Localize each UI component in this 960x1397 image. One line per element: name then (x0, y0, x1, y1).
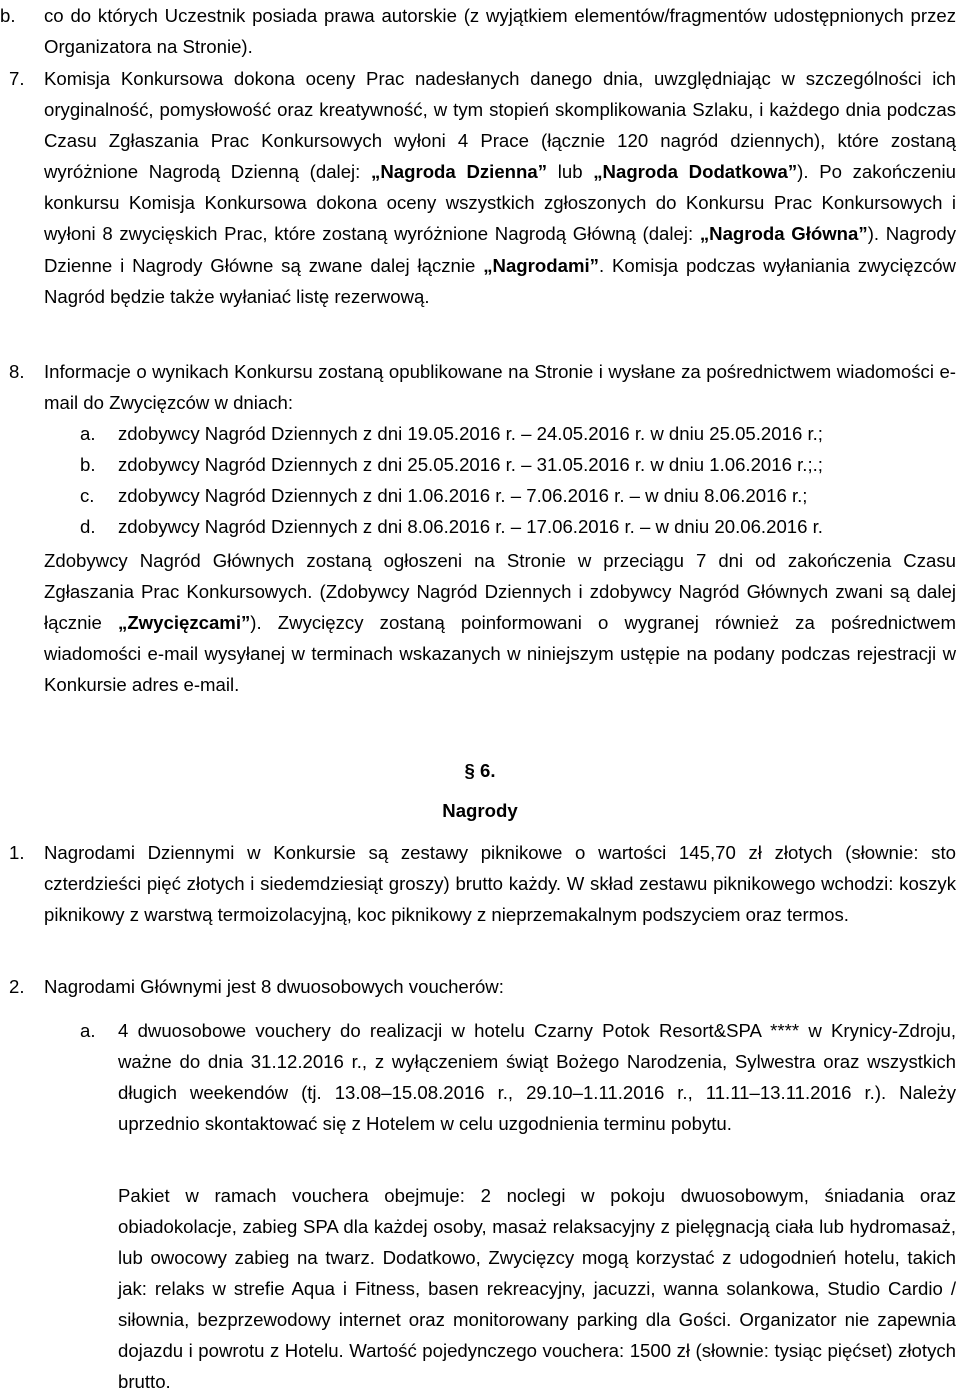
prize-2-number: 2. (9, 976, 25, 997)
voucher-package-text: Pakiet w ramach vouchera obejmuje: 2 noclegi w pokoju dwuosobowym, śniadania oraz obiadokolacje, zabieg SPA dla każdej osoby, masaż relaksacyjny z pielęgnacją ciała lub hydromasaż, lub owocowy zabieg na twarz. Dodatkowo, Zwycięzcy mogą korzystać z udogodnień hotelu, takich jak: relaks w strefie Aqua i Fitness, basen rekreacyjny, jacuzzi, wanna solankowa, Studio Cardio / siłownia, bezprzewodowy internet oraz monitorowany parking dla Gości. Organizator nie zapewnia dojazdu i powrotu z Hotelu. Wartość pojedynczego vouchera: 1500 zł (słownie: tysiąc pięćset) złotych brutto. (118, 1185, 956, 1392)
paragraph-7-text: Komisja Konkursowa dokona oceny Prac nadesłanych danego dnia, uwzględniając w szczególności ich oryginalność, pomysłowość oraz kreatywność, w tym stopień skomplikowania Szlaku, i każdego dnia podczas Czasu Zgłaszania Prac Konkursowych wyłoni 4 Prace (łącznie 120 nagród dziennych), które zostaną wyróżnione Nagrodą Dzienną (dalej: „Nagroda Dzienna” lub „Nagroda Dodatkowa”). Po zakończeniu konkursu Komisja Konkursowa dokona oceny wszystkich zgłoszonych do Konkursu Prac Konkursowych i wyłoni 8 zwycięskich Prac, które zostaną wyróżnione Nagrodą Główną (dalej: „Nagroda Główna”). Nagrody Dzienne i Nagrody Główne są zwane dalej łącznie „Nagrodami”. Komisja podczas wyłaniania zwycięzców Nagród będzie także wyłaniać listę rezerwową. (44, 68, 957, 307)
paragraph-8-number: 8. (9, 361, 25, 382)
prize-2a-text: 4 dwuosobowe vouchery do realizacji w hotelu Czarny Potok Resort&SPA **** w Krynicy-Zdroju, ważne do dnia 31.12.2016 r., z wyłączeniem świąt Bożego Narodzenia, Sylwestra oraz wszystkich długich weekendów (tj. 13.08–15.08.2016 r., 29.10–1.11.2016 r., 11.11–13.11.2016 r.). Należy uprzednio skontaktować się z Hotelem w celu uzgodnienia terminu pobytu. (118, 1020, 956, 1134)
section-title: Nagrody (442, 800, 518, 821)
paragraph-8-text: Informacje o wynikach Konkursu zostaną opublikowane na Stronie i wysłane za pośrednictwem wiadomości e-mail do Zwycięzców w dniach: (44, 361, 956, 413)
prize-1-number: 1. (9, 842, 25, 863)
list-item-d-label: d. (80, 516, 96, 537)
item-b-label: b. (0, 5, 16, 26)
item-b-text: co do których Uczestnik posiada prawa autorskie (z wyjątkiem elementów/fragmentów udostępnionych przez Organizatora na Stronie). (44, 5, 956, 57)
prize-2-text: Nagrodami Głównymi jest 8 dwuosobowych voucherów: (44, 976, 504, 997)
section-number: § 6. (464, 760, 496, 781)
paragraph-7-number: 7. (9, 68, 25, 89)
list-item-a-text: zdobywcy Nagród Dziennych z dni 19.05.2016 r. – 24.05.2016 r. w dniu 25.05.2016 r.; (118, 423, 823, 444)
prize-1-text: Nagrodami Dziennymi w Konkursie są zestawy piknikowe o wartości 145,70 zł złotych (słownie: sto czterdzieści pięć złotych i siedemdziesiąt groszy) brutto każdy. W skład zestawu piknikowego wchodzi: koszyk piknikowy z warstwą termoizolacyjną, koc piknikowy z nieprzemakalnym podszyciem oraz termos. (44, 842, 956, 925)
prize-2a-label: a. (80, 1020, 96, 1041)
paragraph-8-winners: Zdobywcy Nagród Głównych zostaną ogłoszeni na Stronie w przeciągu 7 dni od zakończenia Czasu Zgłaszania Prac Konkursowych. (Zdobywcy Nagród Dziennych i zdobywcy Nagród Głównych zwani są dalej łącznie „Zwycięzcami”). Zwycięzcy zostaną poinformowani o wygranej również za pośrednictwem wiadomości e-mail wysyłanej w terminach wskazanych w niniejszym ustępie na podany podczas rejestracji w Konkursie adres e-mail. (44, 550, 956, 695)
list-item-c-text: zdobywcy Nagród Dziennych z dni 1.06.2016 r. – 7.06.2016 r. – w dniu 8.06.2016 r.; (118, 485, 808, 506)
list-item-c-label: c. (80, 485, 95, 506)
list-item-d-text: zdobywcy Nagród Dziennych z dni 8.06.2016 r. – 17.06.2016 r. – w dniu 20.06.2016 r. (118, 516, 823, 537)
list-item-b-text: zdobywcy Nagród Dziennych z dni 25.05.2016 r. – 31.05.2016 r. w dniu 1.06.2016 r.;.; (118, 454, 823, 475)
list-item-b-label: b. (80, 454, 96, 475)
list-item-a-label: a. (80, 423, 96, 444)
